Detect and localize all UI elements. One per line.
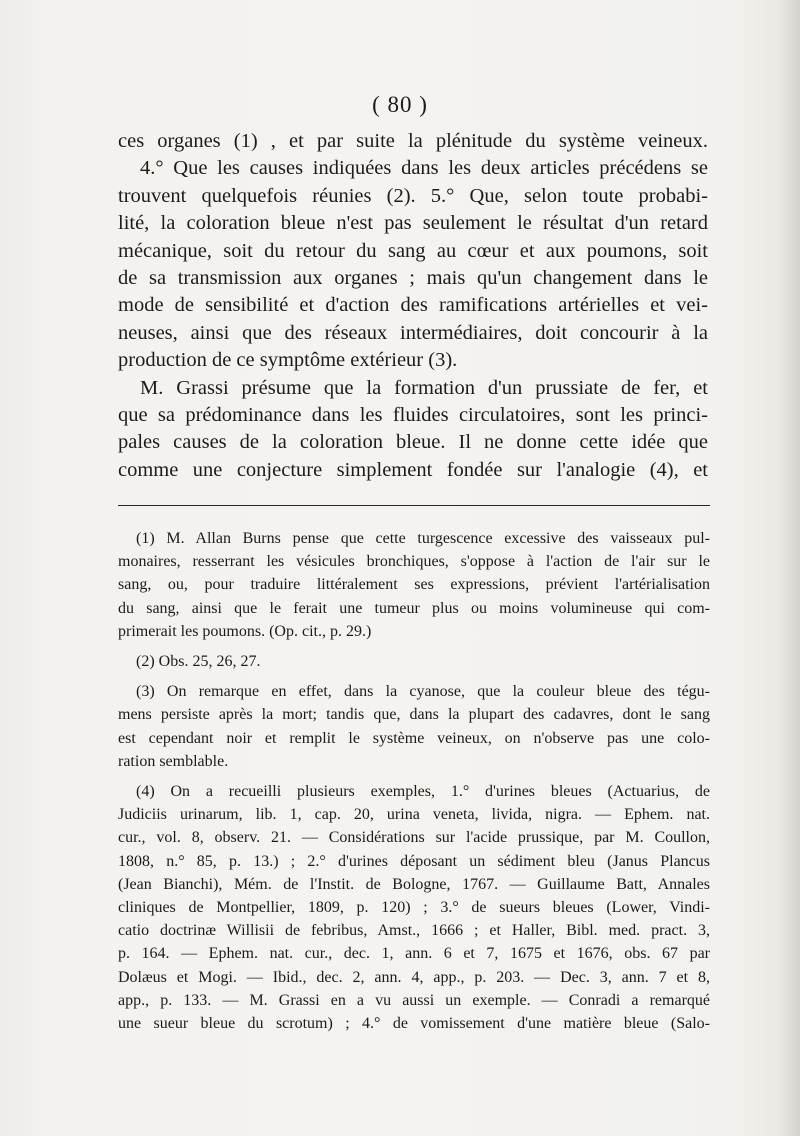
footnote-line: (2) Obs. 25, 26, 27. xyxy=(136,653,261,671)
footnote-line: catio doctrinæ Willisii de febribus, Amst., 1666 ; et Haller, Bibl. med. pract. 3, xyxy=(118,922,710,940)
footnote-line: app., p. 133. — M. Grassi en a vu aussi un exemple. — Conradi a remarqué xyxy=(118,991,710,1009)
main-body-text xyxy=(118,128,708,484)
footnote-line: Judiciis urinarum, lib. 1, cap. 20, urina veneta, livida, nigra. — Ephem. nat. xyxy=(118,806,710,824)
footnote-line: sang, ou, pour traduire littéralement ses expressions, prévient l'artérialisation xyxy=(118,576,710,594)
footnote-line: cliniques de Montpellier, 1809, p. 120) ; 3.° de sueurs bleues (Lower, Vindi- xyxy=(118,899,710,917)
footnote-1 xyxy=(118,527,710,643)
footnote-line: p. 164. — Ephem. nat. cur., dec. 1, ann. 6 et 7, 1675 et 1676, obs. 67 par xyxy=(118,945,710,963)
footnote-line: ration semblable. xyxy=(118,752,229,770)
footnote-line: (1) M. Allan Burns pense que cette turgescence excessive des vaisseaux pul- xyxy=(136,530,710,547)
body-line: mode de sensibilité et d'action des ramifications artérielles et vei- xyxy=(118,294,708,317)
body-line: production de ce symptôme extérieur (3). xyxy=(118,349,458,372)
footnote-line: du sang, ainsi que le ferait une tumeur plus ou moins volumineuse qui com- xyxy=(118,599,710,617)
body-line: lité, la coloration bleue n'est pas seulement le résultat d'un retard xyxy=(118,212,708,235)
body-line: M. Grassi présume que la formation d'un prussiate de fer, et xyxy=(140,376,708,399)
footnote-line: (Jean Bianchi), Mém. de l'Instit. de Bologne, 1767. — Guillaume Batt, Annales xyxy=(118,875,710,893)
footnote-line: Dolæus et Mogi. — Ibid., dec. 2, ann. 4, app., p. 203. — Dec. 3, ann. 7 et 8, xyxy=(118,968,710,986)
footnote-line: cur., vol. 8, observ. 21. — Considérations sur l'acide prussique, par M. Coullon, xyxy=(118,829,710,847)
body-line: de sa transmission aux organes ; mais qu'un changement dans le xyxy=(118,267,708,290)
body-line: ces organes (1) , et par suite la plénitude du système veineux. xyxy=(118,130,708,152)
footnote-line: (3) On remarque en effet, dans la cyanose, que la couleur bleue des tégu- xyxy=(136,683,710,701)
body-line: pales causes de la coloration bleue. Il ne donne cette idée que xyxy=(118,431,708,454)
footnote-line: est cependant noir et remplit le système veineux, on n'observe pas une colo- xyxy=(118,729,710,747)
body-line: comme une conjecture simplement fondée sur l'analogie (4), et xyxy=(118,458,708,481)
body-line: mécanique, soit du retour du sang au cœur et aux poumons, soit xyxy=(118,239,708,262)
footnote-line: monaires, resserrant les vésicules bronchiques, s'oppose à l'action de l'air sur le xyxy=(118,553,710,571)
body-line: neuses, ainsi que des réseaux intermédiaires, doit concourir à la xyxy=(118,321,708,344)
body-line: trouvent quelquefois réunies (2). 5.° Que, selon toute probabi- xyxy=(118,184,708,207)
footnote-line: 1808, n.° 85, p. 13.) ; 2.° d'urines déposant un sédiment bleu (Janus Plancus xyxy=(118,852,710,870)
footnote-line: une sueur bleue du scrotum) ; 4.° de vomissement d'une matière bleue (Salo- xyxy=(118,1015,710,1033)
page-edge-shadow xyxy=(778,0,800,1136)
footnote-3 xyxy=(118,680,710,773)
body-line: que sa prédominance dans les fluides circulatoires, sont les princi- xyxy=(118,404,708,427)
footnote-separator-rule xyxy=(118,505,710,506)
footnote-2 xyxy=(118,650,710,673)
footnote-line: (4) On a recueilli plusieurs exemples, 1.° d'urines bleues (Actuarius, de xyxy=(136,783,710,801)
footnotes xyxy=(118,527,710,1035)
footnote-4 xyxy=(118,780,710,1035)
page-number: ( 80 ) xyxy=(372,92,428,117)
body-line: 4.° Que les causes indiquées dans les deux articles précédens se xyxy=(140,157,708,180)
footnote-line: primerait les poumons. (Op. cit., p. 29.) xyxy=(118,622,372,640)
footnote-line: mens persiste après la mort; tandis que, dans la plupart des cadavres, dont le sang xyxy=(118,706,710,724)
